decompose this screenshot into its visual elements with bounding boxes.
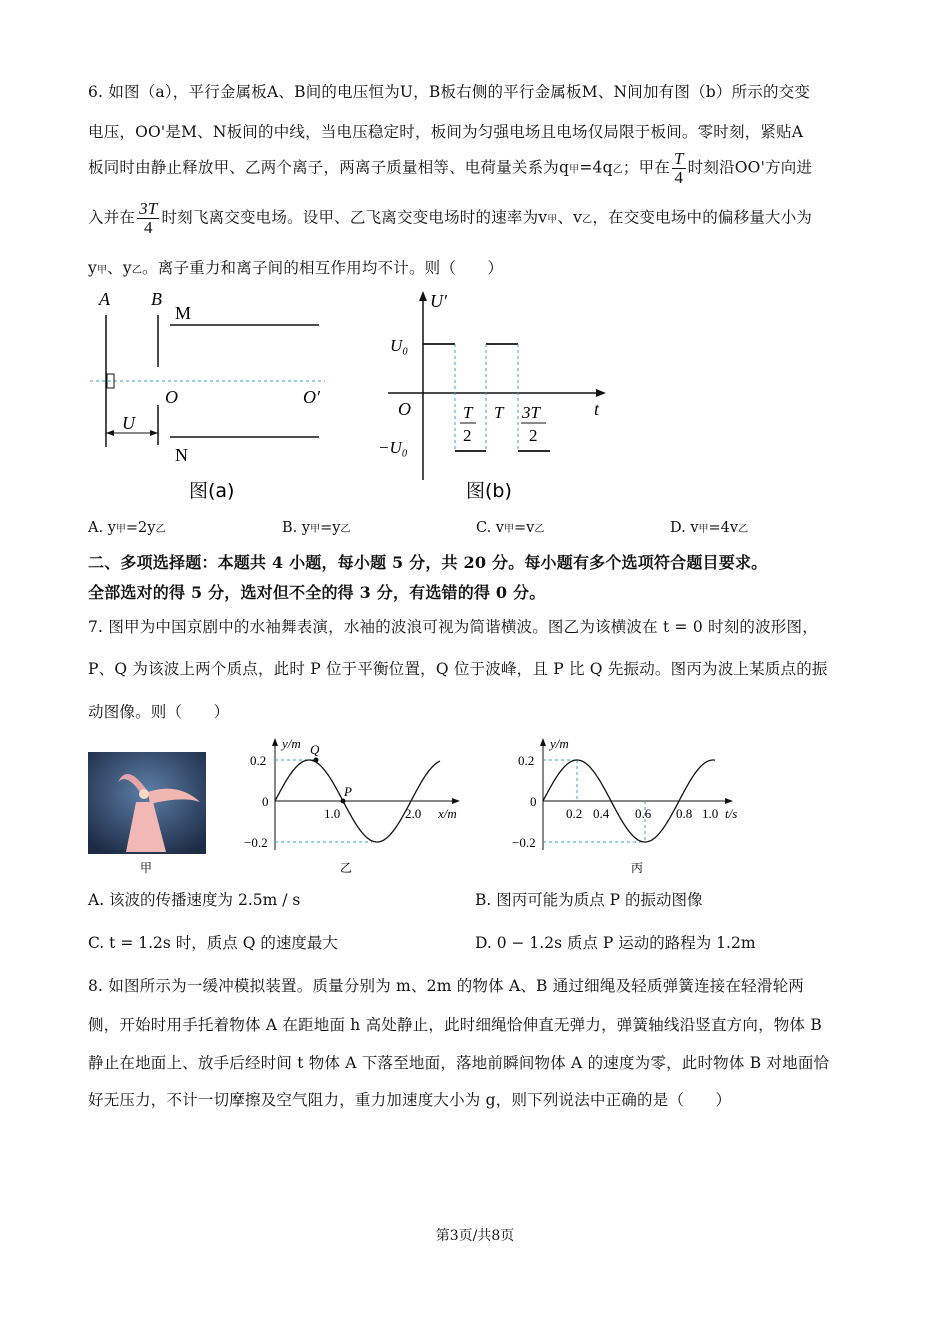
q7-line-3: 动图像。则（ ） [88,703,230,721]
tick-t-label: T [494,403,504,422]
q8-line-4: 好无压力，不计一切摩擦及空气阻力，重力加速度大小为 g，则下列说法中正确的是（ ） [88,1091,732,1109]
figure-yi-wave-graph [240,732,470,877]
point-q-label: Q [310,742,320,757]
yi-x-axis-label: x/m [438,806,457,821]
yi-x-2: 2.0 [405,806,422,821]
yi-x-1: 1.0 [324,806,341,821]
q7-line-2: P、Q 为该波上两个质点，此时 P 位于平衡位置，Q 位于波峰，且 P 比 Q 先振动。图丙为波上某质点的振 [88,660,828,678]
fraction-3t-over-4: $\frac{3T}{4}$ [139,199,158,237]
figure-jia-photo [88,752,208,877]
bing-t-02: 0.2 [566,806,583,821]
point-p [341,799,346,804]
yi-y-top: 0.2 [250,753,267,768]
point-o-label: O [165,387,178,407]
q8-line-3: 静止在地面上、放手后经时间 t 物体 A 下落至地面，落地前瞬间物体 A 的速度为零，此时物体 B 对地面恰 [88,1054,830,1072]
q8-line-1: 8. 如图所示为一缓冲模拟装置。质量分别为 m、2m 的物体 A、B 通过细绳及轻质弹簧连接在轻滑轮两 [88,977,804,995]
q7-option-b[interactable]: B. 图丙可能为质点 P 的振动图像 [475,891,703,909]
figure-jia-caption: 甲 [140,861,153,875]
y-axis-label: U′ [430,291,447,311]
tick-t-half-num: T [463,403,473,422]
origin-label: O [398,399,411,419]
tick-3t-half-den: 2 [529,426,538,445]
yi-y-bot: −0.2 [244,835,268,850]
bing-t-06: 0.6 [635,806,652,821]
section2-line-2: 全部选对的得 5 分，选对但不全的得 3 分，有选错的得 0 分。 [88,583,546,602]
q6-option-b[interactable]: B. y甲=y乙 [282,520,351,536]
page-footer: 第3页/共8页 [435,1228,515,1244]
tick-3t-half-num: 3T [522,403,540,422]
yi-y-axis-label: y/m [282,736,301,751]
voltage-u-label: U [122,413,135,433]
bing-t-10: 1.0 [702,806,719,821]
figure-b-voltage-graph [370,285,620,505]
q8-line-2: 侧，开始时用手托着物体 A 在距地面 h 高处静止，此时细绳恰伸直无弹力，弹簧轴线沿竖直方向，物体 B [88,1016,822,1034]
figure-yi-caption: 乙 [340,861,353,875]
point-o-prime-label: O′ [303,387,320,407]
q6-option-d[interactable]: D. v甲=4v乙 [670,520,749,536]
plate-m-label: M [175,303,192,323]
yi-y-zero: 0 [262,794,269,809]
figure-a-plates [85,285,345,505]
section2-line-1: 二、多项选择题：本题共 4 小题，每小题 5 分，共 20 分。每小题有多个选项符合题目要求。 [88,553,768,572]
bing-y-axis-label: y/m [550,736,569,751]
tick-t-half-den: 2 [463,426,472,445]
figure-b-caption: 图(b) [466,480,512,502]
figure-bing-vibration-graph [505,732,755,877]
q7-option-d[interactable]: D. 0 − 1.2s 质点 P 运动的路程为 1.2m [475,934,756,952]
point-q [314,758,319,763]
q7-option-a[interactable]: A. 该波的传播速度为 2.5m / s [88,891,301,909]
u0-label: U₀ [390,336,409,355]
bing-t-08: 0.8 [676,806,693,821]
q7-line-1: 7. 图甲为中国京剧中的水袖舞表演，水袖的波浪可视为简谐横波。图乙为该横波在 t = 0 时刻的波形图， [88,618,818,636]
plate-a-label: A [99,289,110,309]
plate-b-label: B [151,289,162,309]
q6-line-2: 电压，OO'是M、N板间的中线，当电压稳定时，板间为匀强电场且电场仅局限于板间。零时刻，紧贴A [88,123,804,141]
bing-x-axis-label: t/s [725,806,738,821]
bing-y-top: 0.2 [518,753,535,768]
q6-line-3: 板同时由静止释放甲、乙两个离子，两离子质量相等、电荷量关系为q甲=4q乙；甲在 $\frac{T}{4}$ 时刻沿OO'方向进 [88,149,813,187]
plate-n-label: N [175,445,188,465]
minus-u0-label: −U₀ [378,438,408,457]
q6-line-5: y甲、y乙。离子重力和离子间的相互作用均不计。则（ ） [88,259,504,277]
bing-y-bot: −0.2 [512,835,536,850]
q6-option-c[interactable]: C. v甲=v乙 [476,520,545,536]
q6-line-4: 入并在 $\frac{3T}{4}$ 时刻飞离交变电场。设甲、乙飞离交变电场时的速率为v甲、v乙，在交变电场中的偏移量大小为 [88,199,813,237]
figure-a-caption: 图(a) [189,480,235,502]
point-p-label: P [344,784,352,799]
x-axis-label: t [594,399,600,419]
bing-t-04: 0.4 [593,806,610,821]
fraction-t-over-4: $\frac{T}{4}$ [674,149,684,187]
q7-option-c[interactable]: C. t = 1.2s 时，质点 Q 的速度最大 [88,934,338,952]
q6-option-a[interactable]: A. y甲=2y乙 [88,520,166,536]
bing-y-zero: 0 [530,794,537,809]
q6-line-1: 6. 如图（a），平行金属板A、B间的电压恒为U，B板右侧的平行金属板M、N间加有图（b）所示的交变 [88,83,811,101]
figure-bing-caption: 丙 [631,861,644,875]
